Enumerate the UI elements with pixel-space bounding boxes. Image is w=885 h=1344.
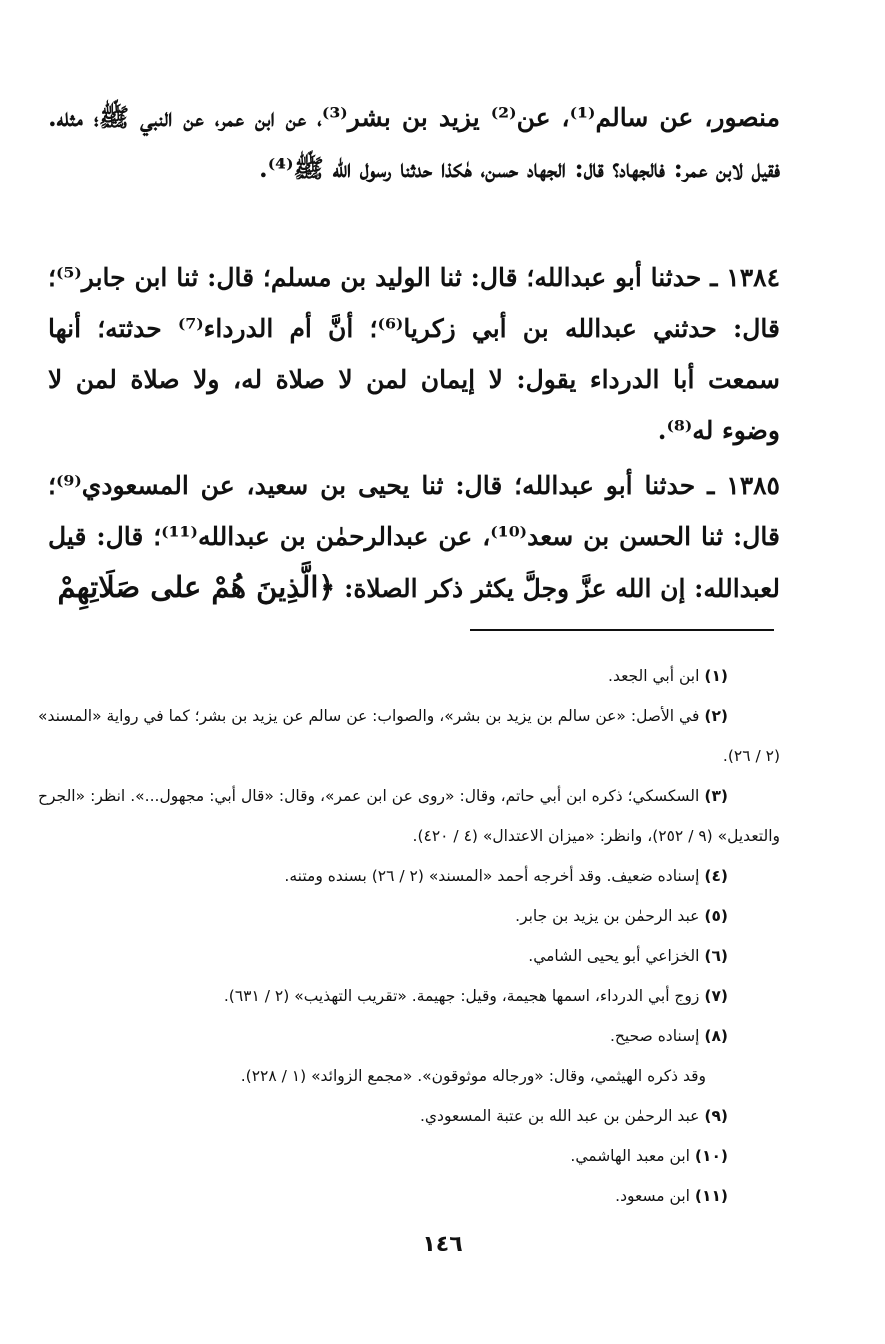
footnote: (٦) الخزاعي أبو يحيى الشامي. [528, 947, 728, 965]
footnote: (١١) ابن مسعود. [615, 1187, 728, 1205]
hadith-1384 [48, 252, 780, 456]
footnote: (٨) إسناده صحيح. [609, 1027, 728, 1045]
hadith-number: ١٣٨٥ [726, 471, 780, 500]
footnote-continuation: وقد ذكره الهيثمي، وقال: «ورجاله موثوقون». «مجمع الزوائد» (١ / ٢٢٨). [240, 1067, 706, 1085]
paragraph-text: منصور، عن سالم⁽¹⁾، عن⁽²⁾ يزيد بن بشر⁽³⁾، عن ابن عمر، عن النبي ﷺ؛ مثله. فقيل لابن عمر: فالجهاد؟ قال: الجهاد حسن، هٰكذا حدثنا رسول الله ﷺ⁽⁴⁾. [48, 103, 780, 183]
hadith-text: ـ حدثنا أبو عبدالله؛ قال: ثنا الوليد بن مسلم؛ قال: ثنا ابن جابر⁽⁵⁾؛ قال: حدثني عبدالله بن أبي زكريا⁽⁶⁾؛ أنَّ أم الدرداء⁽⁷⁾ حدثته؛ أنها سمعت أبا الدرداء يقول: لا إيمان لمن لا صلاة له، ولا صلاة لمن لا وضوء له⁽⁸⁾. [48, 263, 780, 445]
hadith-number: ١٣٨٤ [726, 263, 780, 292]
hadith-text: ـ حدثنا أبو عبدالله؛ قال: ثنا يحيى بن سعيد، عن المسعودي⁽⁹⁾؛ قال: ثنا الحسن بن سعد⁽¹⁰⁾، عن عبدالرحمٰن بن عبدالله⁽¹¹⁾؛ قال: قيل لعبدالله: إن الله عزَّ وجلَّ يكثر ذكر الصلاة: [48, 471, 780, 603]
footnote: (٩) عبد الرحمٰن بن عبد الله بن عتبة المسعودي. [419, 1107, 728, 1125]
footnote: (٢) في الأصل: «عن سالم بن يزيد بن بشر»، والصواب: عن سالم عن يزيد بن بشر؛ كما في رواية «المسند» (٢ / ٢٦). [38, 707, 780, 765]
footnote: (٥) عبد الرحمٰن بن يزيد بن جابر. [515, 907, 728, 925]
page-number: ١٤٦ [422, 1232, 463, 1257]
footnotes [38, 656, 780, 1216]
footnote: (١) ابن أبي الجعد. [608, 667, 728, 685]
paragraph-continuation [48, 92, 780, 194]
footnote: (٤) إسناده ضعيف. وقد أخرجه أحمد «المسند» (٢ / ٢٦) بسنده ومتنه. [284, 867, 728, 885]
footnote: (٣) السكسكي؛ ذكره ابن أبي حاتم، وقال: «روى عن ابن عمر»، وقال: «قال أبي: مجهول...». انظر: «الجرح والتعديل» (٩ / ٢٥٢)، وانظر: «ميزان الاعتدال» (٤ / ٤٢٠). [38, 787, 780, 845]
quran-quote: ﴿الَّذِينَ هُمْ على صَلَاتِهِمْ [57, 570, 336, 604]
footnote: (٧) زوج أبي الدرداء، اسمها هجيمة، وقيل: جهيمة. «تقريب التهذيب» (٢ / ٦٣١). [223, 987, 728, 1005]
footnote-divider [470, 629, 774, 631]
footnote: (١٠) ابن معبد الهاشمي. [570, 1147, 728, 1165]
hadith-1385 [48, 460, 780, 614]
